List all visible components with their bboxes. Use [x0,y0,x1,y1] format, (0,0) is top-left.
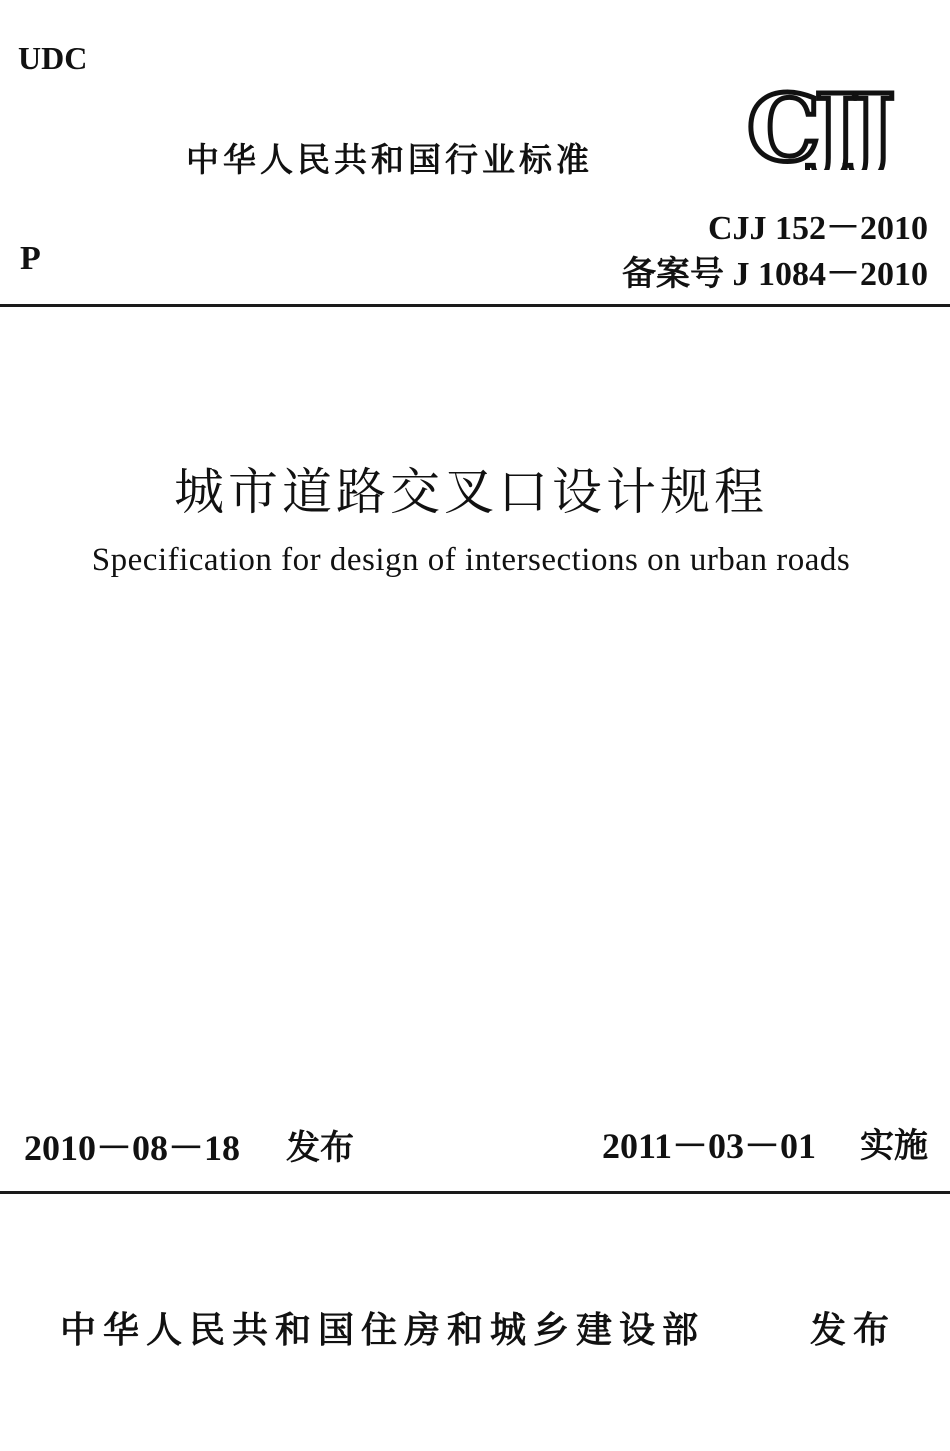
publisher-name: 中华人民共和国住房和城乡建设部 [60,1310,706,1351]
issue-label: 发布 [286,1128,354,1168]
bottom-divider [0,1191,950,1194]
issue-date: 2010－08－18 [24,1128,241,1168]
standard-code: CJJ 152－2010 [707,210,928,247]
document-title-chinese: 城市道路交叉口设计规程 [174,463,768,521]
cjj-logo [745,78,931,170]
industry-standard-title: 中华人民共和国行业标准 [186,140,593,179]
publisher-action: 发布 [810,1310,897,1351]
implementation-date: 2011－03－01 [602,1126,817,1166]
document-title-english: Specification for design of intersections on urban roads [91,542,851,578]
top-divider [0,304,950,307]
category-label: P [20,240,41,277]
cjj-logo-text: CJJ [747,78,890,170]
record-number: 备案号 J 1084－2010 [622,256,928,293]
udc-label: UDC [18,40,88,76]
implementation-label: 实施 [860,1126,928,1166]
